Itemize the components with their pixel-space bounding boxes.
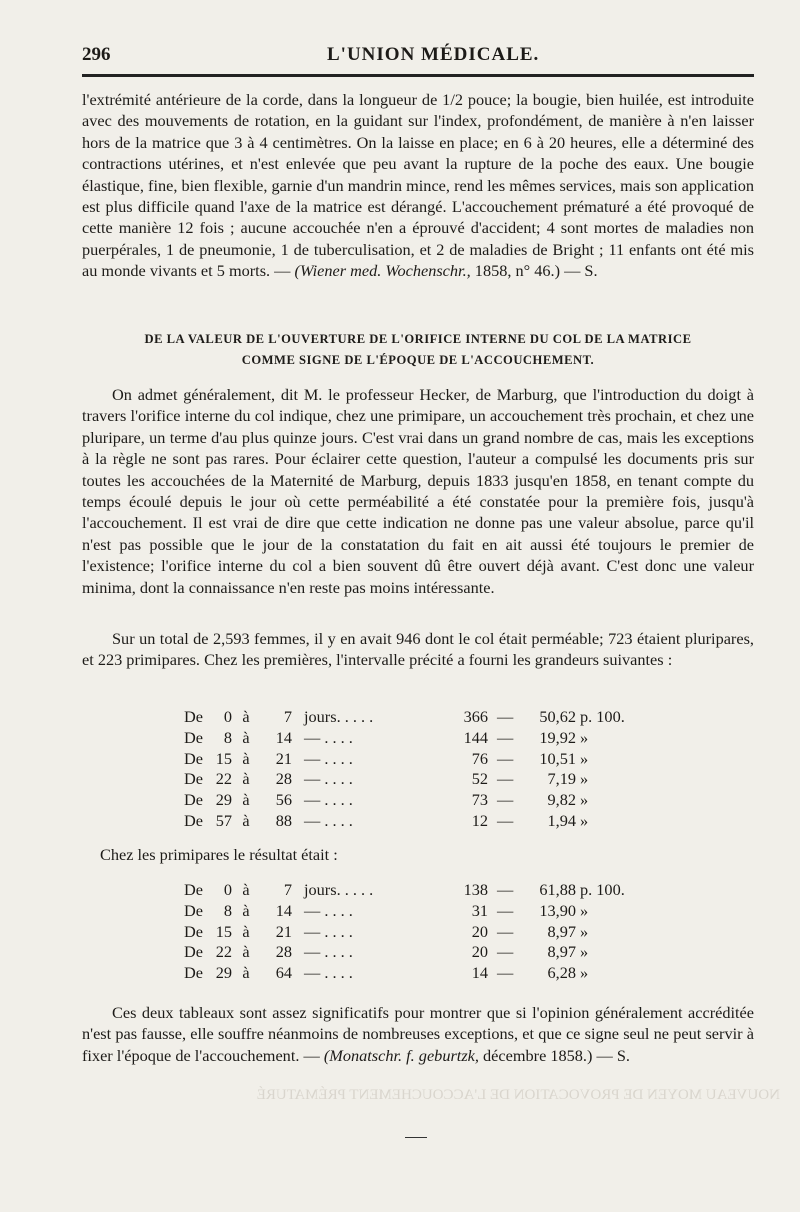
table-row [82, 963, 754, 984]
cell-percent: 10,51 [539, 748, 576, 768]
cell-percent: 50,62 [539, 707, 576, 726]
running-title: L'UNION MÉDICALE. [327, 44, 540, 65]
cell-a: à [242, 790, 250, 810]
cell-to: 64 [275, 963, 292, 983]
cell-a: à [242, 942, 250, 962]
show-through-text: NOUVEAU MOYEN DE PROVOCATION DE L'ACCOUCHEMENT PRÉMATURÉ [256, 1087, 780, 1103]
cell-separator: — [497, 748, 514, 768]
cell-de: De [184, 769, 203, 789]
cell-a: à [242, 880, 250, 899]
cell-de: De [184, 942, 203, 962]
table-row [82, 707, 754, 728]
cell-suffix: » [580, 921, 589, 941]
paragraph-text: l'extrémité antérieure de la corde, dans la longueur de 1/2 pouce; la bougie, bien huilée, est introduite avec des mouvements de rotation, en la guidant sur l'index, profondément, de manière à n'en laisser hors de la matrice que 3 à 4 centimètres. On la laisse en place; en 6 à 20 heures, elle a déterminé des contractions utérines, et n'est enlevée que peu avant la rupture de la poche des eaux. Une bougie élastique, fine, bien flexible, garnie d'un mandrin mince, rend les mêmes services, mais son application est plus difficile quand l'axe de la matrice est dérangé. L'accouchement prématuré a été provoqué de cette manière 12 fois ; aucune accouchée n'en a éprouvé d'accident; 4 sont mortes de maladies non puerpérales, 1 de pneumonie, 1 de tuberculisation, et 2 de maladies de Bright ; 11 enfants ont été mis au monde vivants et 5 morts. — [82, 90, 754, 281]
paragraph-conclusion [82, 1002, 754, 1066]
cell-suffix: » [580, 810, 589, 830]
cell-unit: — . . . . [304, 900, 353, 920]
cell-from: 29 [215, 963, 232, 983]
cell-a: à [242, 727, 250, 747]
cell-from: 15 [215, 921, 232, 941]
cell-suffix: » [580, 942, 589, 962]
cell-a: à [242, 810, 250, 830]
table-row [82, 901, 754, 922]
cell-separator: — [497, 963, 514, 983]
cell-to: 14 [275, 900, 292, 920]
cell-separator: — [497, 810, 514, 830]
header-rule [82, 74, 754, 77]
cell-from: 22 [215, 942, 232, 962]
cell-from: 8 [223, 727, 232, 747]
cell-de: De [184, 790, 203, 810]
cell-unit: — . . . . [304, 790, 353, 810]
cell-suffix: p. 100. [580, 880, 625, 899]
cell-count: 52 [471, 769, 488, 789]
paragraph-corde [82, 89, 754, 282]
cell-from: 57 [215, 810, 232, 830]
cell-unit: — . . . . [304, 942, 353, 962]
cell-count: 76 [471, 748, 488, 768]
cell-de: De [184, 900, 203, 920]
table-row [82, 749, 754, 770]
cell-percent: 61,88 [539, 880, 576, 899]
source-citation: (Wiener med. Wochenschr., [294, 261, 471, 281]
cell-suffix: p. 100. [580, 707, 625, 726]
end-rule [405, 1137, 427, 1138]
paragraph-text: Ces deux tableaux sont assez significatifs pour montrer que si l'opinion généralement accréditée n'est pas fausse, elle souffre néanmoins de nombreuses exceptions, et que ce signe seul ne peut servir à fixer l'époque de l'accouchement. — [82, 1003, 754, 1065]
cell-from: 0 [223, 707, 232, 726]
cell-suffix: » [580, 748, 589, 768]
cell-a: à [242, 748, 250, 768]
cell-suffix: » [580, 900, 589, 920]
table-row [82, 728, 754, 749]
cell-a: à [242, 707, 250, 726]
cell-percent: 9,82 [547, 790, 576, 810]
cell-to: 56 [275, 790, 292, 810]
cell-separator: — [497, 790, 514, 810]
section-heading [82, 329, 754, 371]
cell-de: De [184, 880, 203, 899]
cell-count: 73 [471, 790, 488, 810]
cell-percent: 19,92 [539, 727, 576, 747]
cell-to: 88 [275, 810, 292, 830]
page-header [82, 38, 754, 68]
cell-unit: jours. . . . . [304, 707, 374, 726]
cell-percent: 8,97 [547, 921, 576, 941]
cell-count: 20 [471, 921, 488, 941]
cell-unit: jours. . . . . [304, 880, 374, 899]
section-heading-line-1: DE LA VALEUR DE L'OUVERTURE DE L'ORIFICE INTERNE DU COL DE LA MATRICE [144, 332, 692, 346]
table-primipares [82, 880, 754, 984]
cell-unit: — . . . . [304, 963, 353, 983]
cell-unit: — . . . . [304, 727, 353, 747]
cell-unit: — . . . . [304, 921, 353, 941]
cell-percent: 13,90 [539, 900, 576, 920]
cell-separator: — [497, 921, 514, 941]
cell-suffix: » [580, 769, 589, 789]
table-row [82, 942, 754, 963]
cell-to: 14 [275, 727, 292, 747]
cell-a: à [242, 769, 250, 789]
table-pluripares [82, 707, 754, 832]
cell-to: 7 [283, 707, 292, 726]
table-row [82, 922, 754, 943]
paragraph-hecker: On admet généralement, dit M. le professeur Hecker, de Marburg, que l'introduction du doigt à travers l'orifice interne du col indique, chez une primipare, un accouchement très prochain, et chez une pluripare, un terme d'au plus quinze jours. C'est vrai dans un grand nombre de cas, mais les exceptions à la règle ne sont pas rares. Pour éclairer cette question, l'auteur a compulsé les documents pris sur toutes les accouchées de la Maternité de Marburg, depuis 1833 jusqu'en 1858, en tenant compte du temps écoulé depuis le jour où cette perméabilité a été constatée pour la première fois, jusqu'à l'accouchement. Il est vrai de dire que cette indication ne donne pas une valeur absolue, parce qu'il n'est pas possible que le jour de la constatation du fait en ait aussi été toujours le premier de l'existence; l'orifice interne du col a bien souvent dû être ouvert déjà avant. C'est donc une valeur minima, dont la connaissance n'en reste pas moins intéressante. [82, 385, 754, 597]
cell-count: 14 [471, 963, 488, 983]
cell-de: De [184, 921, 203, 941]
table-row [82, 880, 754, 901]
citation-tail: 1858, n° 46.) — S. [470, 261, 598, 281]
cell-de: De [184, 810, 203, 830]
cell-separator: — [497, 769, 514, 789]
cell-separator: — [497, 707, 514, 726]
cell-from: 29 [215, 790, 232, 810]
page-number: 296 [82, 44, 111, 65]
table-row [82, 769, 754, 790]
cell-from: 8 [223, 900, 232, 920]
paragraph-total: Sur un total de 2,593 femmes, il y en avait 946 dont le col était perméable; 723 étaient pluripares, et 223 primipares. Chez les premières, l'intervalle précité a fourni les grandeurs suivantes : [82, 629, 754, 670]
cell-percent: 8,97 [547, 942, 576, 962]
cell-count: 138 [463, 880, 488, 899]
cell-to: 28 [275, 942, 292, 962]
cell-to: 28 [275, 769, 292, 789]
cell-percent: 6,28 [547, 963, 576, 983]
cell-a: à [242, 963, 250, 983]
cell-from: 0 [223, 880, 232, 899]
source-citation: (Monatschr. f. geburtzk, [323, 1045, 479, 1065]
cell-unit: — . . . . [304, 769, 353, 789]
cell-separator: — [497, 880, 514, 899]
cell-to: 21 [275, 748, 292, 768]
table-row [82, 790, 754, 811]
cell-percent: 1,94 [547, 810, 576, 830]
cell-de: De [184, 963, 203, 983]
cell-unit: — . . . . [304, 748, 353, 768]
cell-to: 7 [283, 880, 292, 899]
citation-tail: décembre 1858.) — S. [478, 1045, 630, 1065]
cell-count: 12 [471, 810, 488, 830]
cell-separator: — [497, 727, 514, 747]
cell-suffix: » [580, 790, 589, 810]
cell-a: à [242, 921, 250, 941]
cell-suffix: » [580, 727, 589, 747]
cell-count: 31 [471, 900, 488, 920]
cell-suffix: » [580, 963, 589, 983]
cell-from: 15 [215, 748, 232, 768]
primipares-caption: Chez les primipares le résultat était : [100, 845, 338, 864]
table-row [82, 811, 754, 832]
cell-de: De [184, 727, 203, 747]
cell-from: 22 [215, 769, 232, 789]
cell-de: De [184, 707, 203, 726]
cell-unit: — . . . . [304, 810, 353, 830]
cell-count: 20 [471, 942, 488, 962]
cell-count: 144 [463, 727, 488, 747]
cell-a: à [242, 900, 250, 920]
cell-count: 366 [463, 707, 488, 726]
section-heading-line-2: COMME SIGNE DE L'ÉPOQUE DE L'ACCOUCHEMENT. [241, 353, 595, 367]
cell-to: 21 [275, 921, 292, 941]
cell-de: De [184, 748, 203, 768]
cell-percent: 7,19 [547, 769, 576, 789]
cell-separator: — [497, 900, 514, 920]
cell-separator: — [497, 942, 514, 962]
